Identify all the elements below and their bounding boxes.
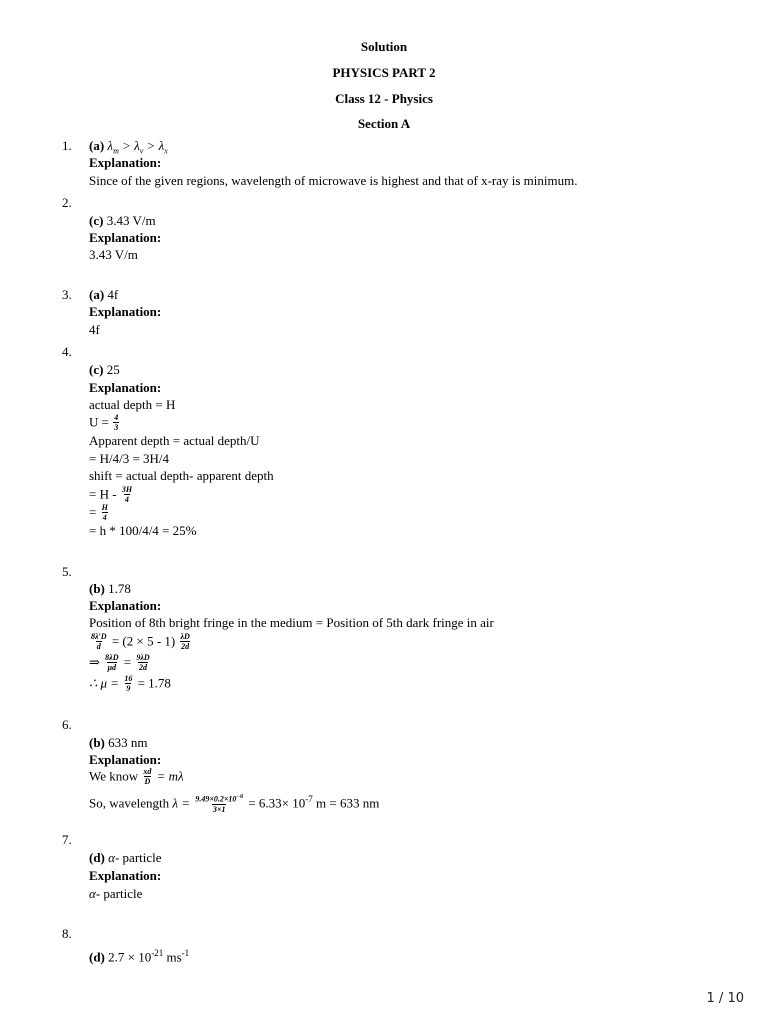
fraction: $\frac{4}{3}$ (114, 413, 119, 432)
answer-option (89, 287, 118, 303)
option-letter: (c) (89, 213, 104, 228)
option-letter: (b) (89, 581, 105, 596)
fraction: $\frac{9\lambda D}{2d}$ (136, 653, 150, 672)
answer-option (89, 213, 156, 229)
explanation-line: = H/4/3 = 3H/4 (89, 451, 170, 466)
doc-heading-solution: Solution (360, 39, 408, 54)
question-number: 2. (62, 195, 72, 210)
answer-text: 633 nm (108, 735, 148, 750)
line-text: = 1.78 (134, 675, 171, 691)
answer-option (89, 850, 162, 866)
explanation-label: Explanation: (89, 380, 162, 395)
answer-option (89, 735, 148, 751)
explanation-text (89, 886, 142, 902)
line-text: So, wavelength (89, 795, 173, 811)
question-number: 7. (62, 832, 72, 847)
question-number: 8. (62, 926, 72, 941)
option-letter: (d) (89, 949, 105, 965)
fraction: $\frac{16}{9}$ (124, 674, 133, 693)
explanation-line (89, 633, 192, 652)
explanation-line (89, 675, 171, 694)
explanation-line (89, 791, 379, 815)
doc-heading-section: Section A (357, 116, 411, 131)
explanation-label: Explanation: (89, 868, 162, 883)
question-number: 4. (62, 344, 72, 359)
alpha-symbol: α (89, 886, 96, 901)
explanation-line (89, 504, 110, 523)
explanation-label: Explanation: (89, 155, 162, 170)
explanation-label: Explanation: (89, 598, 162, 613)
line-text: U = (89, 414, 113, 430)
answer-text: 4f (107, 287, 119, 302)
fraction: $\frac{8\lambda D}{\mu d}$ (105, 653, 119, 672)
fraction: $\frac{\lambda D}{2d}$ (180, 632, 190, 651)
exponent: -21 (151, 948, 164, 958)
question-number: 5. (62, 564, 72, 579)
explanation-text: 3.43 V/m (89, 247, 138, 262)
explanation-line: shift = actual depth- apparent depth (89, 468, 274, 483)
line-text: = (2 × 5 - 1) (108, 633, 179, 649)
line-text: - particle (95, 886, 143, 901)
doc-heading-class: Class 12 - Physics (335, 91, 433, 106)
exponent: -1 (181, 948, 190, 958)
implies-symbol: ⇒ (89, 654, 100, 670)
fraction: $\frac{9.49\times 0.2\times 10^{-6}}{3\times 1}$ (195, 794, 244, 814)
line-text: We know (89, 768, 142, 784)
answer-option (89, 945, 189, 965)
answer-option (89, 362, 120, 378)
explanation-line: = h * 100/4/4 = 25% (89, 523, 197, 538)
explanation-line: Apparent depth = actual depth/U (89, 433, 260, 448)
fraction: $\frac{H}{4}$ (101, 503, 108, 522)
explanation-line (89, 654, 152, 673)
answer-text: 3.43 V/m (106, 213, 156, 228)
explanation-label: Explanation: (89, 752, 162, 767)
answer-text: 2.7 × 10 (108, 949, 152, 965)
option-letter: (b) (89, 735, 105, 750)
formula-text: = mλ (153, 768, 184, 784)
explanation-line (89, 486, 134, 505)
question-number: 1. (62, 138, 72, 153)
explanation-line: Position of 8th bright fringe in the medium = Position of 5th dark fringe in air (89, 615, 494, 630)
explanation-label: Explanation: (89, 230, 162, 245)
doc-heading-part: PHYSICS PART 2 (332, 65, 436, 80)
explanation-line (89, 414, 120, 433)
explanation-text: Since of the given regions, wavelength of microwave is highest and that of x-ray is minimum. (89, 173, 578, 188)
alpha-symbol: α (108, 850, 115, 865)
question-number: 3. (62, 287, 72, 302)
option-letter: (a) (89, 287, 105, 302)
therefore-expression: ∴ μ = (89, 675, 123, 691)
line-text: = 6.33× 10 (245, 795, 306, 811)
answer-formula: $\lambda_m > \lambda_v > \lambda_x$ (107, 138, 168, 156)
explanation-label: Explanation: (89, 304, 162, 319)
line-text: = H - (89, 486, 120, 502)
answer-option (89, 581, 131, 597)
formula-text: λ = (172, 795, 194, 811)
explanation-line: actual depth = H (89, 397, 176, 412)
answer-text: 25 (106, 362, 120, 377)
option-letter: (a) (89, 138, 105, 153)
exponent: -7 (305, 794, 313, 804)
unit-text: ms (163, 949, 182, 965)
line-text: m = 633 nm (312, 795, 380, 811)
option-letter: (c) (89, 362, 104, 377)
explanation-line (89, 768, 184, 787)
answer-text: 1.78 (108, 581, 131, 596)
explanation-text: 4f (89, 322, 100, 337)
line-text: = (89, 504, 100, 520)
page-indicator: 1 / 10 (706, 991, 744, 1006)
fraction: $\frac{3H}{4}$ (121, 485, 133, 504)
fraction: $\frac{8\lambda'D}{d}$ (91, 632, 107, 651)
equals-symbol: = (120, 654, 135, 670)
fraction: $\frac{xd}{D}$ (143, 767, 152, 786)
option-letter: (d) (89, 850, 105, 865)
answer-text: - particle (114, 850, 162, 865)
question-number: 6. (62, 717, 72, 732)
